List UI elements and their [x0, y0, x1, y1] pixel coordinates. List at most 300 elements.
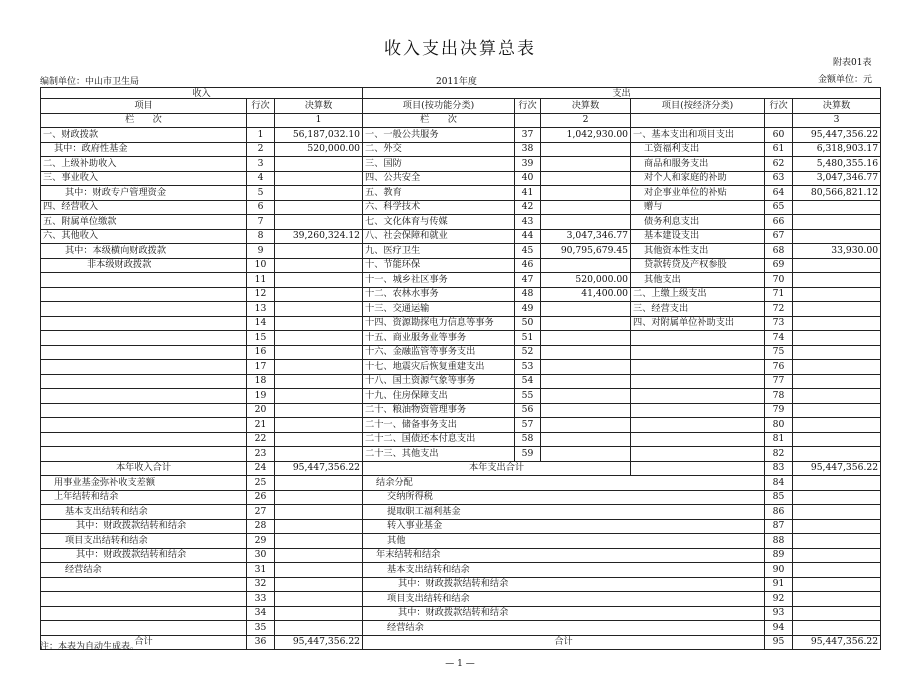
income-item: 其中：财政拨款结转和结余: [41, 519, 247, 534]
function-item: 十五、商业服务业等事务: [363, 331, 515, 346]
income-item: [41, 418, 247, 433]
income-amount: [275, 563, 363, 578]
function-item: 五、教育: [363, 186, 515, 201]
function-row-no: 45: [515, 244, 541, 259]
income-amount: [275, 302, 363, 317]
economic-amount: [793, 447, 881, 462]
economic-amount: 5,480,355.16: [793, 157, 881, 172]
income-item: 四、经营收入: [41, 200, 247, 215]
income-amount: [275, 577, 363, 592]
economic-amount: 33,930.00: [793, 244, 881, 259]
function-row-no: 56: [515, 403, 541, 418]
expense-item: 经营结余: [363, 621, 765, 636]
function-amount: 3,047,346.77: [541, 229, 631, 244]
function-amount: [541, 186, 631, 201]
income-row-no: 26: [247, 490, 275, 505]
income-row-no: 22: [247, 432, 275, 447]
empty-cell: [631, 113, 765, 128]
expense-row-no: 93: [765, 606, 793, 621]
income-row-no: 4: [247, 171, 275, 186]
income-item: [41, 432, 247, 447]
function-amount: [541, 215, 631, 230]
expense-amount: [793, 534, 881, 549]
expense-row-no: 88: [765, 534, 793, 549]
table-row: [41, 229, 881, 244]
income-row-no: 13: [247, 302, 275, 317]
expense-amount: [793, 548, 881, 563]
col-header-item: 项目: [41, 99, 247, 114]
income-row-no: 23: [247, 447, 275, 462]
unit-label: 金额单位：元: [818, 75, 873, 85]
economic-row-no: 68: [765, 244, 793, 259]
function-item: 二十二、国债还本付息支出: [363, 432, 515, 447]
income-item: [41, 331, 247, 346]
function-amount: 1,042,930.00: [541, 128, 631, 143]
income-amount: [275, 171, 363, 186]
economic-amount: [793, 273, 881, 288]
function-item: 十、节能环保: [363, 258, 515, 273]
income-amount: 56,187,032.10: [275, 128, 363, 143]
expense-total-row-no: 83: [765, 461, 793, 476]
income-row-no: 32: [247, 577, 275, 592]
expense-item: 年末结转和结余: [363, 548, 765, 563]
table-row: [41, 505, 881, 520]
income-row-no: 21: [247, 418, 275, 433]
income-amount: [275, 447, 363, 462]
function-row-no: 39: [515, 157, 541, 172]
expense-row-no: 87: [765, 519, 793, 534]
income-amount: [275, 316, 363, 331]
income-section-header: 收入: [41, 88, 363, 99]
economic-amount: [793, 316, 881, 331]
income-item: 项目支出结转和结余: [41, 534, 247, 549]
income-row-no: 9: [247, 244, 275, 259]
income-amount: [275, 505, 363, 520]
function-item: 七、文化体育与传媒: [363, 215, 515, 230]
income-amount: [275, 519, 363, 534]
empty-cell: [765, 113, 793, 128]
income-row-no: 19: [247, 389, 275, 404]
income-amount: [275, 592, 363, 607]
economic-row-no: 64: [765, 186, 793, 201]
economic-item: 工资福利支出: [631, 142, 765, 157]
function-row-no: 52: [515, 345, 541, 360]
economic-item: 债务利息支出: [631, 215, 765, 230]
table-row: [41, 389, 881, 404]
function-row-no: 42: [515, 200, 541, 215]
grand-income-row-no: 36: [247, 635, 275, 650]
table-row: [41, 432, 881, 447]
economic-item: 二、上缴上级支出: [631, 287, 765, 302]
function-amount: [541, 157, 631, 172]
expense-item: 交纳所得税: [363, 490, 765, 505]
economic-amount: [793, 302, 881, 317]
expense-row-no: 86: [765, 505, 793, 520]
income-row-no: 34: [247, 606, 275, 621]
col-header-row-no: 行次: [247, 99, 275, 114]
org-label: 编制单位：中山市卫生局: [40, 77, 140, 87]
income-row-no: 33: [247, 592, 275, 607]
function-item: 十一、城乡社区事务: [363, 273, 515, 288]
empty-cell: [247, 113, 275, 128]
income-item: [41, 273, 247, 288]
economic-item: [631, 389, 765, 404]
income-row-no: 17: [247, 360, 275, 375]
function-row-no: 57: [515, 418, 541, 433]
table-row: [41, 258, 881, 273]
income-item: [41, 577, 247, 592]
function-item: 一、一般公共服务: [363, 128, 515, 143]
table-row: [41, 563, 881, 578]
income-amount: [275, 287, 363, 302]
function-amount: [541, 345, 631, 360]
expense-item: 结余分配: [363, 476, 765, 491]
function-item: 二、外交: [363, 142, 515, 157]
income-amount: [275, 606, 363, 621]
income-amount: [275, 490, 363, 505]
income-item: [41, 360, 247, 375]
expense-section-header: 支出: [363, 88, 881, 99]
grand-income-amount: 95,447,356.22: [275, 635, 363, 650]
economic-row-no: 71: [765, 287, 793, 302]
income-row-no: 28: [247, 519, 275, 534]
col-header-amount: 决算数: [541, 99, 631, 114]
col-header-amount: 决算数: [275, 99, 363, 114]
function-item: 十二、农林水事务: [363, 287, 515, 302]
column-index: 3: [793, 113, 881, 128]
expense-item: 其他: [363, 534, 765, 549]
table-row: [41, 548, 881, 563]
table-row: [41, 200, 881, 215]
function-amount: 520,000.00: [541, 273, 631, 288]
economic-row-no: 62: [765, 157, 793, 172]
expense-row-no: 91: [765, 577, 793, 592]
function-item: 十三、交通运输: [363, 302, 515, 317]
income-amount: [275, 534, 363, 549]
economic-row-no: 67: [765, 229, 793, 244]
income-item: 其中：政府性基金: [41, 142, 247, 157]
economic-item: [631, 331, 765, 346]
column-index: 2: [541, 113, 631, 128]
function-item: 十九、住房保障支出: [363, 389, 515, 404]
economic-amount: [793, 418, 881, 433]
function-item: 二十、粮油物资管理事务: [363, 403, 515, 418]
table-row: [41, 534, 881, 549]
income-total-amount: 95,447,356.22: [275, 461, 363, 476]
economic-item: 商品和服务支出: [631, 157, 765, 172]
income-row-no: 10: [247, 258, 275, 273]
income-row-no: 14: [247, 316, 275, 331]
economic-amount: [793, 432, 881, 447]
economic-row-no: 81: [765, 432, 793, 447]
economic-amount: [793, 389, 881, 404]
col-header-row-no: 行次: [765, 99, 793, 114]
table-row: [41, 244, 881, 259]
function-item: 二十一、储备事务支出: [363, 418, 515, 433]
income-amount: [275, 389, 363, 404]
economic-item: [631, 374, 765, 389]
function-amount: [541, 403, 631, 418]
income-item: 五、附属单位缴款: [41, 215, 247, 230]
column-index: 1: [275, 113, 363, 128]
economic-row-no: 63: [765, 171, 793, 186]
income-item: [41, 302, 247, 317]
table-row: [41, 403, 881, 418]
expense-row-no: 89: [765, 548, 793, 563]
income-item: [41, 447, 247, 462]
economic-amount: [793, 258, 881, 273]
function-item: 十八、国土资源气象等事务: [363, 374, 515, 389]
economic-item: [631, 403, 765, 418]
economic-item: 基本建设支出: [631, 229, 765, 244]
function-item: 十六、金融监管等事务支出: [363, 345, 515, 360]
income-amount: 39,260,324.12: [275, 229, 363, 244]
table-row: [41, 592, 881, 607]
income-row-no: 12: [247, 287, 275, 302]
table-row: [41, 171, 881, 186]
economic-item: 三、经营支出: [631, 302, 765, 317]
income-item: [41, 606, 247, 621]
expense-total-label: 本年支出合计: [363, 461, 631, 476]
function-amount: [541, 418, 631, 433]
table-row: [41, 331, 881, 346]
income-amount: [275, 418, 363, 433]
income-item: [41, 316, 247, 331]
income-amount: [275, 331, 363, 346]
income-total-row-no: 24: [247, 461, 275, 476]
function-row-no: 43: [515, 215, 541, 230]
income-item: 一、财政拨款: [41, 128, 247, 143]
table-row: [41, 360, 881, 375]
economic-row-no: 65: [765, 200, 793, 215]
income-total-label: 本年收入合计: [41, 461, 247, 476]
report-title: 收入支出决算总表: [384, 39, 536, 59]
function-amount: [541, 171, 631, 186]
expense-amount: [793, 577, 881, 592]
function-amount: [541, 302, 631, 317]
economic-amount: 80,566,821.12: [793, 186, 881, 201]
expense-amount: [793, 505, 881, 520]
economic-item: 其他支出: [631, 273, 765, 288]
page-number: — 1 —: [445, 659, 475, 669]
income-row-no: 35: [247, 621, 275, 636]
table-row: [41, 490, 881, 505]
table-row: [41, 447, 881, 462]
table-row: [41, 577, 881, 592]
economic-row-no: 66: [765, 215, 793, 230]
table-row: [41, 157, 881, 172]
expense-amount: [793, 606, 881, 621]
col-header-econ-item: 项目(按经济分类): [631, 99, 765, 114]
income-item: 上年结转和结余: [41, 490, 247, 505]
expense-amount: [793, 592, 881, 607]
form-number: 附表01表: [833, 58, 872, 68]
economic-item: [631, 447, 765, 462]
function-row-no: 47: [515, 273, 541, 288]
income-item: 用事业基金弥补收支差额: [41, 476, 247, 491]
expense-amount: [793, 519, 881, 534]
function-amount: [541, 389, 631, 404]
economic-amount: [793, 331, 881, 346]
function-item: 三、国防: [363, 157, 515, 172]
function-amount: [541, 331, 631, 346]
income-amount: [275, 360, 363, 375]
income-amount: [275, 215, 363, 230]
function-row-no: 38: [515, 142, 541, 157]
economic-row-no: 69: [765, 258, 793, 273]
column-label: 栏 次: [363, 113, 515, 128]
economic-item: 贷款转贷及产权参股: [631, 258, 765, 273]
income-item: [41, 287, 247, 302]
function-amount: [541, 200, 631, 215]
column-label: 栏 次: [41, 113, 247, 128]
economic-amount: [793, 200, 881, 215]
expense-row-no: 90: [765, 563, 793, 578]
expense-row-no: 92: [765, 592, 793, 607]
function-row-no: 55: [515, 389, 541, 404]
function-row-no: 59: [515, 447, 541, 462]
function-row-no: 44: [515, 229, 541, 244]
table-row: [41, 316, 881, 331]
function-row-no: 53: [515, 360, 541, 375]
income-amount: [275, 476, 363, 491]
income-row-no: 11: [247, 273, 275, 288]
expense-row-no: 84: [765, 476, 793, 491]
function-row-no: 58: [515, 432, 541, 447]
expense-item: 其中：财政拨款结转和结余: [363, 577, 765, 592]
income-amount: [275, 244, 363, 259]
economic-row-no: 79: [765, 403, 793, 418]
empty-cell: [631, 461, 765, 476]
table-row: [41, 302, 881, 317]
income-item: [41, 621, 247, 636]
col-header-func-item: 项目(按功能分类): [363, 99, 515, 114]
economic-item: 一、基本支出和项目支出: [631, 128, 765, 143]
income-amount: [275, 374, 363, 389]
income-amount: [275, 621, 363, 636]
col-header-row-no: 行次: [515, 99, 541, 114]
function-amount: 41,400.00: [541, 287, 631, 302]
table-row: [41, 606, 881, 621]
income-amount: [275, 157, 363, 172]
function-amount: [541, 258, 631, 273]
economic-amount: [793, 287, 881, 302]
economic-item: [631, 418, 765, 433]
function-item: 四、公共安全: [363, 171, 515, 186]
table-row: [41, 215, 881, 230]
economic-amount: [793, 215, 881, 230]
income-item: [41, 345, 247, 360]
function-item: 十七、地震灾后恢复重建支出: [363, 360, 515, 375]
function-amount: [541, 447, 631, 462]
income-item: [41, 403, 247, 418]
expense-amount: [793, 621, 881, 636]
economic-row-no: 76: [765, 360, 793, 375]
function-row-no: 41: [515, 186, 541, 201]
income-item: [41, 374, 247, 389]
function-item: 九、医疗卫生: [363, 244, 515, 259]
economic-row-no: 80: [765, 418, 793, 433]
income-row-no: 20: [247, 403, 275, 418]
table-row: [41, 186, 881, 201]
expense-row-no: 94: [765, 621, 793, 636]
expense-item: 其中：财政拨款结转和结余: [363, 606, 765, 621]
table-row: [41, 273, 881, 288]
economic-amount: 6,318,903.17: [793, 142, 881, 157]
income-row-no: 29: [247, 534, 275, 549]
economic-item: [631, 432, 765, 447]
economic-item: 四、对附属单位补助支出: [631, 316, 765, 331]
income-amount: [275, 200, 363, 215]
income-amount: [275, 273, 363, 288]
table-row: [41, 519, 881, 534]
grand-expense-row-no: 95: [765, 635, 793, 650]
economic-item: 对个人和家庭的补助: [631, 171, 765, 186]
income-row-no: 1: [247, 128, 275, 143]
economic-row-no: 75: [765, 345, 793, 360]
income-item: [41, 389, 247, 404]
income-item: 经营结余: [41, 563, 247, 578]
function-amount: [541, 316, 631, 331]
income-amount: [275, 258, 363, 273]
income-row-no: 8: [247, 229, 275, 244]
economic-row-no: 70: [765, 273, 793, 288]
expense-amount: [793, 563, 881, 578]
table-row: [41, 418, 881, 433]
table-row: [41, 287, 881, 302]
income-item: 其中：财政拨款结转和结余: [41, 548, 247, 563]
income-amount: [275, 186, 363, 201]
income-row-no: 15: [247, 331, 275, 346]
expense-total-amount: 95,447,356.22: [793, 461, 881, 476]
function-row-no: 54: [515, 374, 541, 389]
table-row: [41, 345, 881, 360]
function-row-no: 51: [515, 331, 541, 346]
economic-amount: 3,047,346.77: [793, 171, 881, 186]
economic-row-no: 60: [765, 128, 793, 143]
economic-row-no: 73: [765, 316, 793, 331]
expense-item: 转入事业基金: [363, 519, 765, 534]
income-row-no: 25: [247, 476, 275, 491]
function-amount: 90,795,679.45: [541, 244, 631, 259]
economic-row-no: 77: [765, 374, 793, 389]
economic-row-no: 78: [765, 389, 793, 404]
income-amount: 520,000.00: [275, 142, 363, 157]
income-item: [41, 592, 247, 607]
summary-table: [40, 87, 881, 650]
income-amount: [275, 548, 363, 563]
income-item: 六、其他收入: [41, 229, 247, 244]
expense-row-no: 85: [765, 490, 793, 505]
economic-amount: [793, 360, 881, 375]
function-amount: [541, 374, 631, 389]
economic-amount: [793, 229, 881, 244]
expense-amount: [793, 476, 881, 491]
grand-income-label: 合计: [41, 635, 247, 650]
economic-item: 赠与: [631, 200, 765, 215]
function-row-no: 40: [515, 171, 541, 186]
income-item: 其中：本级横向财政拨款: [41, 244, 247, 259]
expense-item: 提取职工福利基金: [363, 505, 765, 520]
function-item: 二十三、其他支出: [363, 447, 515, 462]
expense-item: 项目支出结转和结余: [363, 592, 765, 607]
function-row-no: 50: [515, 316, 541, 331]
function-amount: [541, 360, 631, 375]
income-row-no: 5: [247, 186, 275, 201]
income-row-no: 30: [247, 548, 275, 563]
income-item: 其中：财政专户管理资金: [41, 186, 247, 201]
empty-cell: [515, 113, 541, 128]
